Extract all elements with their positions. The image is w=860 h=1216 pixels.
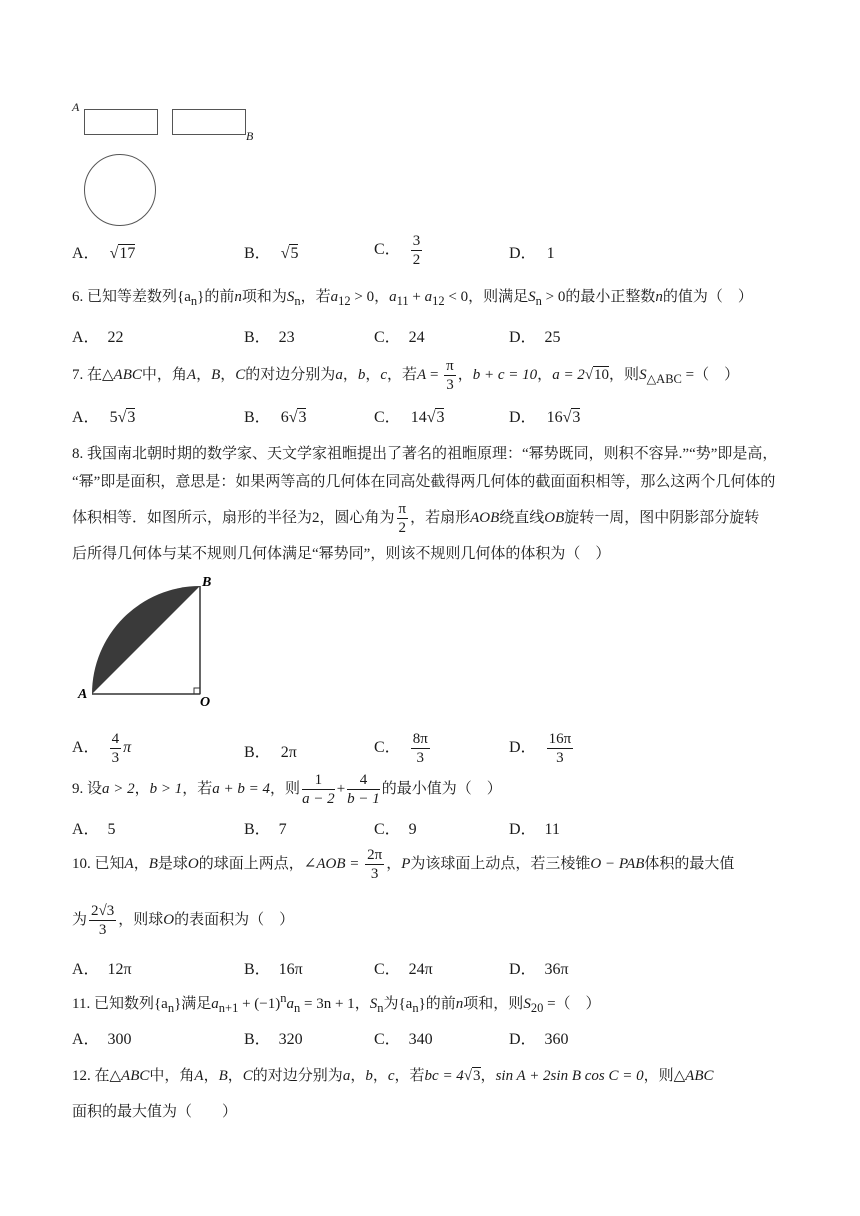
q10-options	[72, 956, 792, 982]
q9-option-d[interactable]: D． 11	[509, 821, 560, 838]
q9-option-a[interactable]: A． 5	[72, 821, 116, 838]
q5-options	[72, 233, 792, 268]
q11-options	[72, 1026, 792, 1052]
q10-option-b[interactable]: B． 16π	[244, 961, 303, 978]
q10-line-2: 为 $\frac{2√3}{3}$ ，则球O的表面积为（ ）	[72, 903, 295, 939]
fig-label-a: A	[78, 687, 88, 702]
q5-option-a[interactable]: A． √17	[72, 245, 136, 262]
shaded-region	[92, 586, 200, 694]
question-11: 11. 已知数列$\{a_n\}$满足$a_{n+1} + (-1)^na_n = 3n + 1$，$S_n$为$\{a_n\}$的前n项和，则$S_{20}$ =（ ）	[72, 991, 601, 1015]
q8-option-d[interactable]: D． $\frac{16\pi}{3}$	[509, 731, 572, 766]
fig-label-b: B	[202, 575, 212, 590]
q8-options	[72, 730, 792, 770]
q8-line-2: “幂”即是面积，意思是：如果两等高的几何体在同高处截得两几何体的截面面积相等，那么这两个几何体的	[72, 474, 776, 490]
fig-label-a: A	[72, 100, 80, 114]
q10-option-c[interactable]: C． 24π	[374, 961, 433, 978]
question-12	[72, 1064, 792, 1124]
q6-option-c[interactable]: C． 24	[374, 329, 425, 346]
q11-option-a[interactable]: A． 300	[72, 1031, 132, 1048]
q5-option-c[interactable]: C． $\frac{3}{2}$	[374, 233, 421, 268]
q10-option-d[interactable]: D． 36π	[509, 961, 569, 978]
q11-option-b[interactable]: B． 320	[244, 1031, 303, 1048]
q12-line-1: 12. 在△ABC中，角A，B，C的对边分别为a，b，c，若bc = 4√3，sin A + 2sin B cos C = 0，则△ABC	[72, 1068, 714, 1084]
q5-option-d[interactable]: D． 1	[509, 245, 555, 262]
q7-option-b[interactable]: B． 6√3	[244, 409, 307, 426]
q7-option-c[interactable]: C． 14√3	[374, 409, 445, 426]
right-angle-mark	[194, 688, 200, 694]
q10-option-a[interactable]: A． 12π	[72, 961, 132, 978]
q8-option-c[interactable]: C． $\frac{8\pi}{3}$	[374, 731, 428, 766]
question-7: 7. 在△ABC中，角A，B，C的对边分别为a，b，c，若A = $\frac{\pi}{3}$ ，b + c = 10，a = 2√10，则$S_{\triangle ABC}$ =（ ）	[72, 358, 740, 394]
q8-line-4: 后所得几何体与某不规则几何体满足“幂势同”，则该不规则几何体的体积为（ ）	[72, 546, 611, 562]
q8-line-3: 体积相等．如图所示，扇形的半径为2，圆心角为 $\frac{\pi}{2}$ ，若扇形AOB绕直线OB旋转一周，图中阴影部分旋转	[72, 501, 760, 537]
q10-line-1: 10. 已知A，B是球O的球面上两点，∠AOB = $\frac{2\pi}{3}$ ，P为该球面上动点，若三棱锥O − PAB体积的最大值	[72, 847, 735, 883]
q8-line-1: 8. 我国南北朝时期的数学家、天文学家祖暅提出了著名的祖暅原理：“幂势既同，则积不容异.”“势”即是高，	[72, 446, 778, 462]
sector-figure	[76, 574, 226, 710]
fig-label-o: O	[200, 695, 211, 710]
q6-option-d[interactable]: D． 25	[509, 329, 561, 346]
q5-option-b[interactable]: B． √5	[244, 245, 299, 262]
q6-option-b[interactable]: B． 23	[244, 329, 295, 346]
q9-option-c[interactable]: C． 9	[374, 821, 417, 838]
q7-options	[72, 404, 792, 430]
q7-option-a[interactable]: A． 5√3	[72, 409, 136, 426]
q6-options	[72, 324, 792, 350]
q9-options	[72, 816, 792, 842]
question-6: 6. 已知等差数列$\{a_n\}$的前n项和为$S_n$，若$a_{12} > 0$，$a_{11} + a_{12} < 0$，则满足$S_n > 0$的最小正整数n的值为（ ）	[72, 289, 753, 308]
left-rectangle	[84, 109, 158, 135]
q8-option-b[interactable]: B． 2π	[244, 744, 297, 761]
q12-line-2: 面积的最大值为（ ）	[72, 1104, 238, 1120]
q8-option-a[interactable]: A． $\frac{4}{3}$ π	[72, 731, 132, 766]
q11-option-c[interactable]: C． 340	[374, 1031, 433, 1048]
question-9: 9. 设a > 2，b > 1，若a + b = 4，则 $\frac{1}{a - 2}$ + $\frac{4}{b - 1}$ 的最小值为（ ）	[72, 772, 502, 808]
q6-option-a[interactable]: A． 22	[72, 329, 124, 346]
question-8	[72, 440, 792, 568]
circle-shape	[84, 154, 156, 226]
fig-label-b: B	[246, 129, 254, 143]
right-rectangle	[172, 109, 246, 135]
q7-option-d[interactable]: D． 16√3	[509, 409, 581, 426]
question-10	[72, 842, 792, 942]
q9-option-b[interactable]: B． 7	[244, 821, 287, 838]
q11-option-d[interactable]: D． 360	[509, 1031, 569, 1048]
